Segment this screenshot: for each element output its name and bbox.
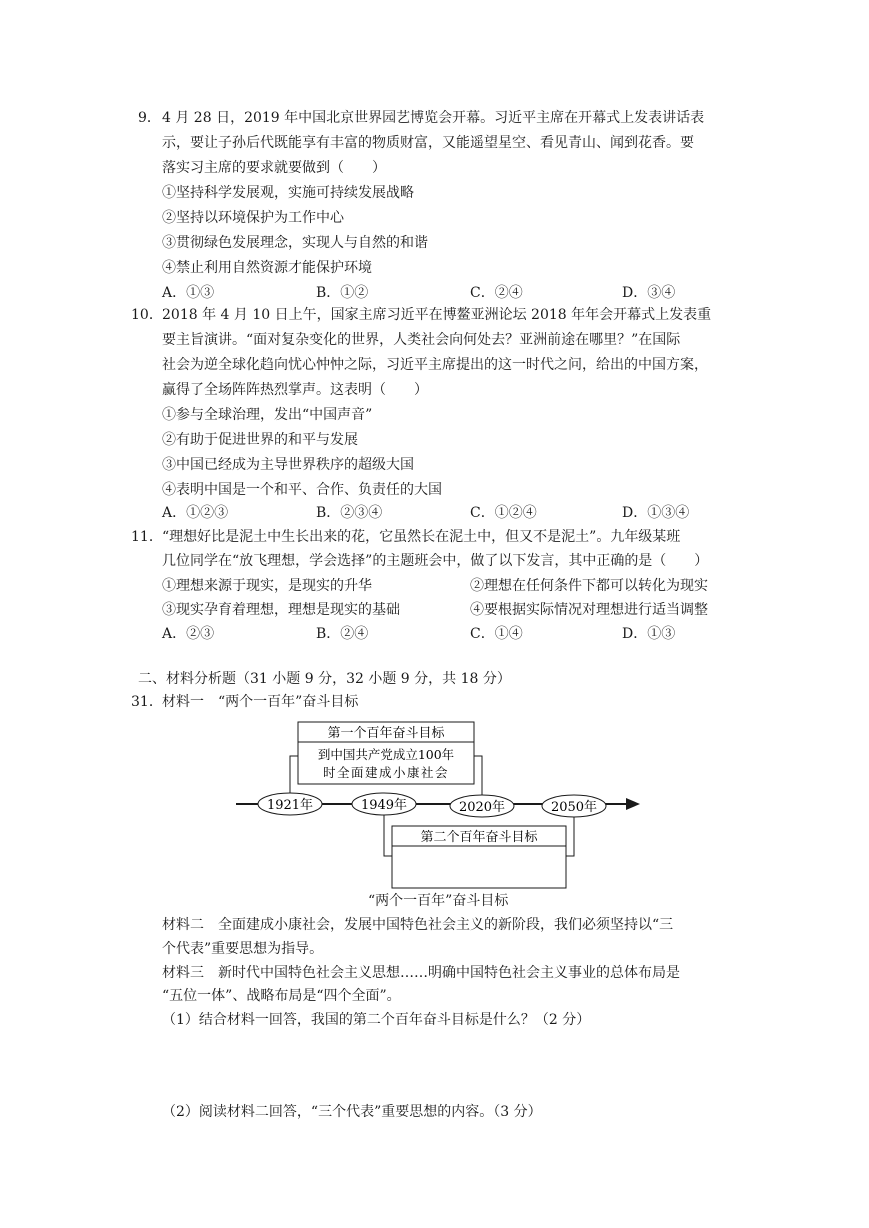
question-31-sub-2: （2）阅读材料二回答，“三个代表”重要思想的内容。（3 分）: [162, 1104, 542, 1120]
year-label-2050: 2050年: [550, 800, 598, 815]
question-9-statement-2: ②坚持以环境保护为工作中心: [162, 210, 344, 226]
goal-2-title: 第二个百年奋斗目标: [420, 830, 538, 845]
question-9-option-a: A．①③: [162, 285, 215, 301]
question-11-statement-2: ②理想在任何条件下都可以转化为现实: [470, 578, 708, 594]
goal-2-content-box: [392, 846, 566, 888]
goal-1-line-2: 时全面建成小康社会: [322, 765, 450, 780]
question-10-statement-4: ④表明中国是一个和平、合作、负责任的大国: [162, 482, 442, 498]
question-9-option-c: C．②④: [470, 285, 523, 301]
question-10-statement-2: ②有助于促进世界的和平与发展: [162, 432, 358, 448]
question-10-option-a: A．①②③: [162, 505, 229, 521]
question-11-statement-1: ①理想来源于现实，是现实的升华: [162, 578, 372, 594]
question-9-option-b: B．①②: [316, 285, 369, 301]
question-10-statement-1: ①参与全球治理，发出“中国声音”: [162, 407, 373, 423]
question-11-option-b: B．②④: [316, 626, 369, 642]
question-11-number: 11．: [131, 529, 163, 545]
question-10-stem-line-3: 社会为逆全球化趋向忧心忡忡之际，习近平主席提出的这一时代之问，给出的中国方案，: [162, 357, 708, 373]
goal-1-left-connector: [290, 756, 298, 796]
question-9-stem-line-2: 示，要让子孙后代既能享有丰富的物质财富，又能遥望星空、看见青山、闻到花香。要: [162, 135, 694, 151]
question-11-statement-4: ④要根据实际情况对理想进行适当调整: [470, 602, 708, 618]
question-10-option-b: B．②③④: [316, 505, 383, 521]
question-10-stem-line-2: 要主旨演讲。“面对复杂变化的世界，人类社会向何处去？亚洲前途在哪里？”在国际: [162, 332, 681, 348]
diagram-caption: “两个一百年”奋斗目标: [368, 893, 509, 909]
goal-2-left-connector: [384, 813, 392, 856]
question-9-stem-line-3: 落实习主席的要求就要做到（ ）: [162, 160, 386, 176]
question-10-statement-3: ③中国已经成为主导世界秩序的超级大国: [162, 457, 414, 473]
question-11-stem-line-1: “理想好比是泥土中生长出来的花，它虽然长在泥土中，但又不是泥土”。九年级某班: [162, 529, 681, 545]
timeline-arrow-icon: [626, 798, 640, 810]
question-9-stem-line-1: 4 月 28 日，2019 年中国北京世界园艺博览会开幕。习近平主席在开幕式上发表讲话表: [162, 110, 705, 126]
question-9-statement-1: ①坚持科学发展观，实施可持续发展战略: [162, 185, 414, 201]
question-31-sub-1: （1）结合材料一回答，我国的第二个百年奋斗目标是什么？（2 分）: [162, 1012, 591, 1028]
question-9-number: 9．: [138, 110, 161, 126]
material-3-line-1: 材料三 新时代中国特色社会主义思想……明确中国特色社会主义事业的总体布局是: [162, 965, 680, 981]
material-2-line-2: 个代表”重要思想为指导。: [162, 941, 324, 957]
question-9-option-d: D．③④: [622, 285, 676, 301]
question-11-option-c: C．①④: [470, 626, 523, 642]
question-31-number: 31．: [131, 694, 163, 710]
question-11-stem-line-2: 几位同学在“放飞理想，学会选择”的主题班会中，做了以下发言，其中正确的是（ ）: [162, 553, 709, 569]
material-1-title: 材料一 “两个一百年”奋斗目标: [162, 694, 359, 710]
goal-1-right-connector: [474, 756, 482, 796]
material-2-line-1: 材料二 全面建成小康社会，发展中国特色社会主义的新阶段，我们必须坚持以“三: [162, 917, 674, 933]
question-10-stem-line-1: 2018 年 4 月 10 日上午，国家主席习近平在博鳌亚洲论坛 2018 年年会开幕式上发表重: [162, 307, 712, 323]
goal-2-right-connector: [566, 813, 574, 856]
year-label-1949: 1949年: [360, 798, 408, 813]
year-label-2020: 2020年: [458, 800, 506, 815]
two-centenary-goals-diagram: [230, 716, 650, 892]
question-10-number: 10．: [131, 307, 163, 323]
question-9-statement-4: ④禁止利用自然资源才能保护环境: [162, 260, 372, 276]
question-10-stem-line-4: 赢得了全场阵阵热烈掌声。这表明（ ）: [162, 382, 428, 398]
question-10-option-c: C．①②④: [470, 505, 537, 521]
question-9-statement-3: ③贯彻绿色发展理念，实现人与自然的和谐: [162, 235, 428, 251]
question-10-option-d: D．①③④: [622, 505, 690, 521]
material-3-line-2: “五位一体”、战略布局是“四个全面”。: [162, 988, 401, 1004]
question-11-statement-3: ③现实孕育着理想，理想是现实的基础: [162, 602, 400, 618]
section-2-title: 二、材料分析题（31 小题 9 分，32 小题 9 分，共 18 分）: [138, 671, 511, 687]
goal-1-line-1: 到中国共产党成立100年: [317, 747, 455, 762]
question-11-option-d: D．①③: [622, 626, 676, 642]
goal-1-title: 第一个百年奋斗目标: [327, 726, 445, 741]
question-11-option-a: A．②③: [162, 626, 215, 642]
year-label-1921: 1921年: [266, 798, 314, 813]
